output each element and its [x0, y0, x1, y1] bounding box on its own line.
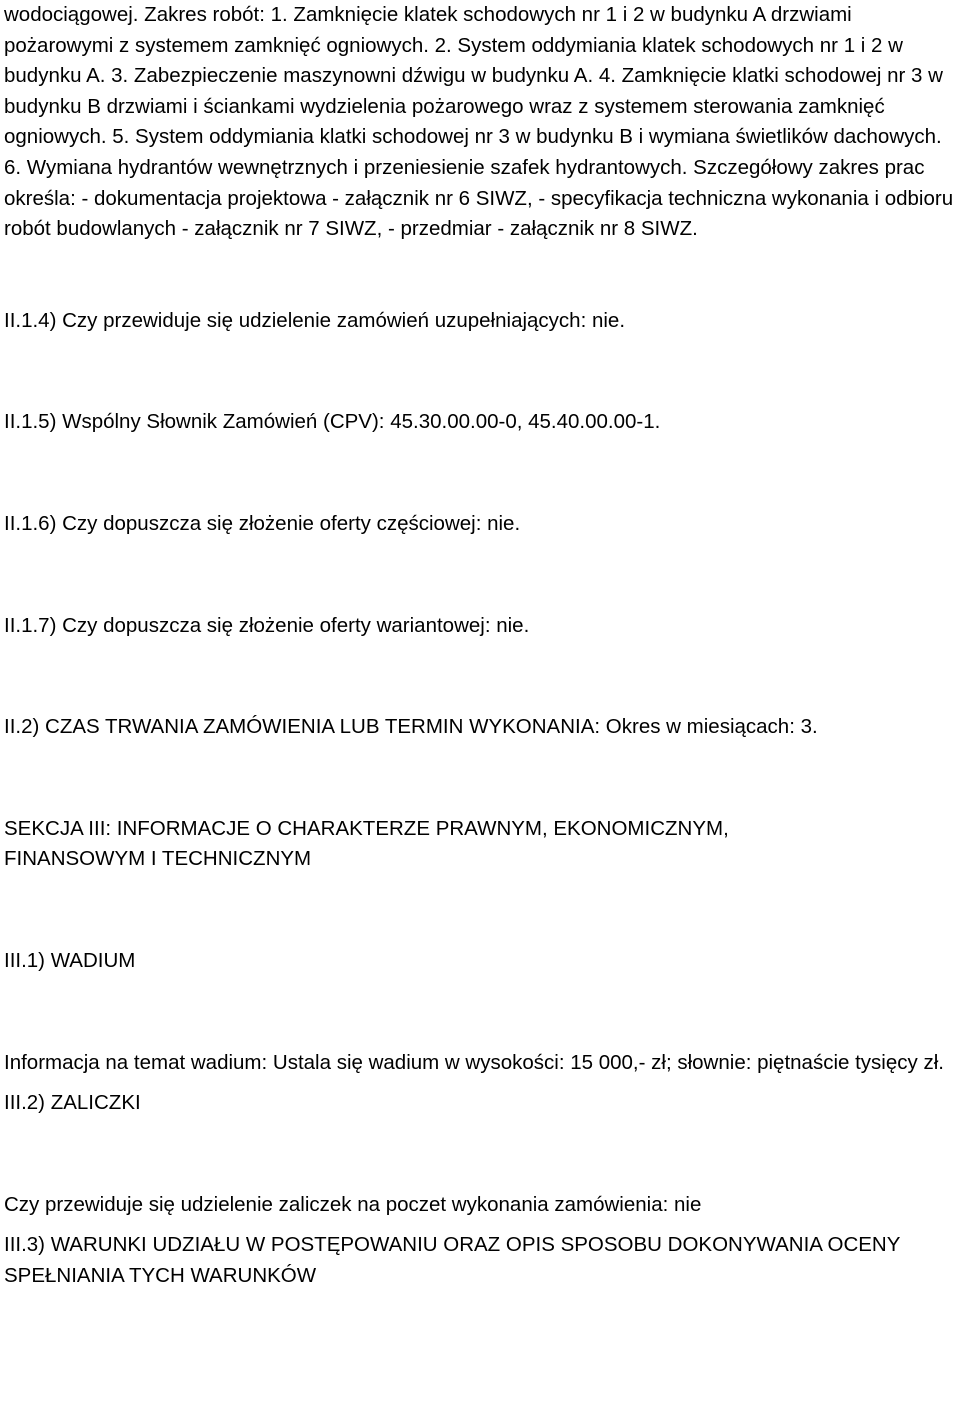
section-3-2-heading: III.2) ZALICZKI — [4, 1091, 141, 1115]
section-2-1-5-cpv: II.1.5) Wspólny Słownik Zamówień (CPV): 45.30.00.00-0, 45.40.00.00-1. — [4, 410, 661, 434]
wadium-info-paragraph: Informacja na temat wadium: Ustala się wadium w wysokości: 15 000,- zł; słownie: piętnaście tysięcy zł. — [4, 1050, 944, 1074]
document-page — [4, 0, 956, 1291]
section-3-1-heading: III.1) WADIUM — [4, 948, 136, 972]
section-3-heading-line2: FINANSOWYM I TECHNICZNYM — [4, 847, 312, 871]
section-2-1-4: II.1.4) Czy przewiduje się udzielenie zamówień uzupełniających: nie. — [4, 308, 626, 332]
section-2-1-7: II.1.7) Czy dopuszcza się złożenie oferty wariantowej: nie. — [4, 613, 530, 637]
section-3-heading-line1: SEKCJA III: INFORMACJE O CHARAKTERZE PRAWNYM, EKONOMICZNYM, — [4, 816, 729, 840]
zaliczki-info-paragraph: Czy przewiduje się udzielenie zaliczek na poczet wykonania zamówienia: nie — [4, 1192, 702, 1216]
scope-of-works-paragraph: wodociągowej. Zakres robót: 1. Zamknięcie klatek schodowych nr 1 i 2 w budynku A drzwiami pożarowymi z systemem zamknięć ogniowych. 2. System oddymiania klatek schodowych nr 1 i 2 w budynku A. 3. Zabezpieczenie maszynowni dźwigu w budynku A. 4. Zamknięcie klatki schodowej nr 3 w budynku B drzwiami i ściankami wydzielenia pożarowego wraz z systemem sterowania zamknięć ogniowych. 5. System oddymiania klatki schodowej nr 3 w budynku B i wymiana świetlików dachowych. 6. Wymiana hydrantów wewnętrznych i przeniesienie szafek hydrantowych. Szczegółowy zakres prac określa: - dokumentacja projektowa - załącznik nr 6 SIWZ, - specyfikacja techniczna wykonania i odbioru robót budowlanych - załącznik nr 7 SIWZ, - przedmiar - załącznik nr 8 SIWZ. — [4, 3, 954, 241]
section-2-1-6: II.1.6) Czy dopuszcza się złożenie oferty częściowej: nie. — [4, 511, 521, 535]
section-2-2-duration: II.2) CZAS TRWANIA ZAMÓWIENIA LUB TERMIN WYKONANIA: Okres w miesiącach: 3. — [4, 715, 818, 739]
section-3-heading — [4, 814, 956, 875]
section-3-3-heading: III.3) WARUNKI UDZIAŁU W POSTĘPOWANIU ORAZ OPIS SPOSOBU DOKONYWANIA OCENY SPEŁNIANIA TYCH WARUNKÓW — [4, 1233, 901, 1287]
